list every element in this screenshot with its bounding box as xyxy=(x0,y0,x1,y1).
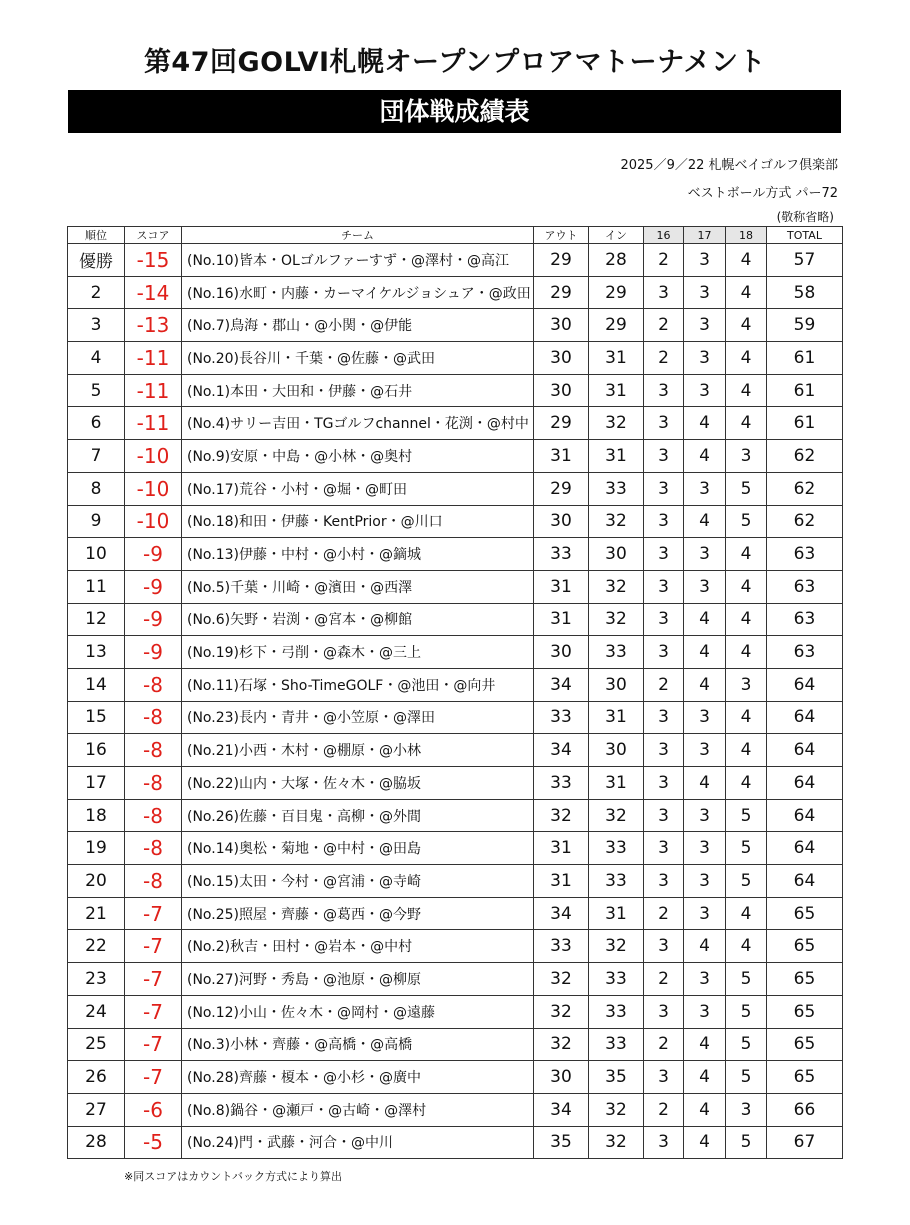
cell-hole17: 3 xyxy=(684,832,726,865)
cell-hole16: 3 xyxy=(644,767,684,800)
cell-in: 32 xyxy=(589,570,644,603)
cell-rank: 18 xyxy=(68,799,125,832)
cell-score: -10 xyxy=(125,440,182,473)
cell-hole17: 4 xyxy=(684,636,726,669)
cell-out: 30 xyxy=(534,374,589,407)
cell-total: 57 xyxy=(767,244,843,277)
cell-hole16: 3 xyxy=(644,865,684,898)
cell-total: 64 xyxy=(767,832,843,865)
cell-rank: 7 xyxy=(68,440,125,473)
cell-hole17: 3 xyxy=(684,244,726,277)
cell-hole16: 3 xyxy=(644,701,684,734)
cell-hole17: 3 xyxy=(684,538,726,571)
cell-rank: 26 xyxy=(68,1061,125,1094)
table-row xyxy=(68,472,843,505)
col-header-hole16: 16 xyxy=(644,227,684,244)
cell-team: (No.19)杉下・弓削・@森木・@三上 xyxy=(182,636,534,669)
cell-in: 33 xyxy=(589,832,644,865)
cell-total: 62 xyxy=(767,472,843,505)
cell-team: (No.21)小西・木村・@棚原・@小林 xyxy=(182,734,534,767)
cell-rank: 14 xyxy=(68,668,125,701)
cell-team: (No.11)石塚・Sho-TimeGOLF・@池田・@向井 xyxy=(182,668,534,701)
footnote: ※同スコアはカウントバック方式により算出 xyxy=(124,1170,342,1183)
cell-score: -11 xyxy=(125,374,182,407)
cell-total: 64 xyxy=(767,701,843,734)
cell-score: -9 xyxy=(125,636,182,669)
table-row xyxy=(68,1061,843,1094)
results-body xyxy=(68,244,843,1159)
cell-out: 34 xyxy=(534,1093,589,1126)
cell-team: (No.8)鍋谷・@瀬戸・@古崎・@澤村 xyxy=(182,1093,534,1126)
competition-format: ベストボール方式 パー72 xyxy=(687,186,838,201)
cell-rank: 23 xyxy=(68,963,125,996)
table-row xyxy=(68,930,843,963)
table-row xyxy=(68,636,843,669)
col-header-in: イン xyxy=(589,227,644,244)
table-row xyxy=(68,538,843,571)
cell-out: 31 xyxy=(534,865,589,898)
cell-rank: 16 xyxy=(68,734,125,767)
cell-hole16: 2 xyxy=(644,1028,684,1061)
cell-hole16: 3 xyxy=(644,1126,684,1159)
cell-hole17: 4 xyxy=(684,407,726,440)
cell-total: 63 xyxy=(767,538,843,571)
cell-hole16: 2 xyxy=(644,309,684,342)
cell-score: -7 xyxy=(125,1028,182,1061)
table-row xyxy=(68,668,843,701)
cell-in: 32 xyxy=(589,603,644,636)
honorific-note: (敬称省略) xyxy=(776,210,834,224)
cell-hole16: 3 xyxy=(644,1061,684,1094)
cell-total: 63 xyxy=(767,603,843,636)
cell-hole18: 5 xyxy=(726,995,767,1028)
cell-hole18: 5 xyxy=(726,505,767,538)
cell-in: 35 xyxy=(589,1061,644,1094)
subtitle-banner: 団体戦成績表 xyxy=(68,90,841,133)
cell-rank: 24 xyxy=(68,995,125,1028)
col-header-total: TOTAL xyxy=(767,227,843,244)
cell-in: 30 xyxy=(589,734,644,767)
cell-hole16: 3 xyxy=(644,505,684,538)
cell-hole16: 3 xyxy=(644,440,684,473)
page-title: 第47回GOLVI札幌オープンプロアマトーナメント xyxy=(143,47,767,78)
cell-total: 61 xyxy=(767,407,843,440)
cell-hole17: 4 xyxy=(684,767,726,800)
cell-team: (No.1)本田・大田和・伊藤・@石井 xyxy=(182,374,534,407)
cell-team: (No.9)安原・中島・@小林・@奥村 xyxy=(182,440,534,473)
cell-hole17: 4 xyxy=(684,1126,726,1159)
cell-rank: 10 xyxy=(68,538,125,571)
cell-out: 34 xyxy=(534,668,589,701)
cell-score: -10 xyxy=(125,505,182,538)
cell-score: -9 xyxy=(125,603,182,636)
cell-rank: 27 xyxy=(68,1093,125,1126)
cell-rank: 13 xyxy=(68,636,125,669)
cell-out: 31 xyxy=(534,603,589,636)
cell-rank: 優勝 xyxy=(68,244,125,277)
cell-in: 32 xyxy=(589,1093,644,1126)
cell-score: -8 xyxy=(125,799,182,832)
cell-score: -7 xyxy=(125,963,182,996)
cell-score: -11 xyxy=(125,407,182,440)
table-row xyxy=(68,963,843,996)
cell-out: 29 xyxy=(534,472,589,505)
cell-hole18: 4 xyxy=(726,407,767,440)
cell-team: (No.16)水町・内藤・カーマイケルジョシュア・@政田 xyxy=(182,276,534,309)
cell-hole16: 3 xyxy=(644,995,684,1028)
cell-team: (No.20)長谷川・千葉・@佐藤・@武田 xyxy=(182,342,534,375)
cell-hole18: 4 xyxy=(726,538,767,571)
table-row xyxy=(68,701,843,734)
cell-team: (No.28)齊藤・榎本・@小杉・@廣中 xyxy=(182,1061,534,1094)
cell-hole17: 4 xyxy=(684,668,726,701)
cell-total: 58 xyxy=(767,276,843,309)
cell-in: 31 xyxy=(589,701,644,734)
cell-hole16: 3 xyxy=(644,832,684,865)
cell-score: -8 xyxy=(125,832,182,865)
cell-hole16: 3 xyxy=(644,636,684,669)
cell-total: 65 xyxy=(767,897,843,930)
cell-team: (No.10)皆本・OLゴルファーすず・@澤村・@高江 xyxy=(182,244,534,277)
cell-total: 64 xyxy=(767,668,843,701)
cell-score: -11 xyxy=(125,342,182,375)
table-row xyxy=(68,865,843,898)
cell-out: 32 xyxy=(534,995,589,1028)
cell-out: 33 xyxy=(534,701,589,734)
col-header-team: チーム xyxy=(182,227,534,244)
cell-score: -8 xyxy=(125,701,182,734)
table-row xyxy=(68,309,843,342)
cell-score: -9 xyxy=(125,570,182,603)
cell-in: 32 xyxy=(589,1126,644,1159)
cell-team: (No.14)奥松・菊地・@中村・@田島 xyxy=(182,832,534,865)
cell-out: 31 xyxy=(534,570,589,603)
cell-total: 63 xyxy=(767,570,843,603)
cell-total: 66 xyxy=(767,1093,843,1126)
cell-hole18: 4 xyxy=(726,374,767,407)
cell-team: (No.5)千葉・川崎・@濱田・@西澤 xyxy=(182,570,534,603)
table-row xyxy=(68,603,843,636)
cell-hole17: 3 xyxy=(684,897,726,930)
table-row xyxy=(68,799,843,832)
cell-hole18: 4 xyxy=(726,897,767,930)
cell-team: (No.7)鳥海・郡山・@小関・@伊能 xyxy=(182,309,534,342)
cell-hole18: 4 xyxy=(726,767,767,800)
cell-hole17: 3 xyxy=(684,701,726,734)
cell-score: -6 xyxy=(125,1093,182,1126)
cell-in: 33 xyxy=(589,1028,644,1061)
cell-in: 31 xyxy=(589,342,644,375)
cell-hole18: 5 xyxy=(726,799,767,832)
cell-hole16: 2 xyxy=(644,897,684,930)
cell-score: -7 xyxy=(125,897,182,930)
date-venue: 2025／9／22 札幌ベイゴルフ倶楽部 xyxy=(620,158,838,173)
cell-team: (No.6)矢野・岩渕・@宮本・@柳館 xyxy=(182,603,534,636)
cell-in: 32 xyxy=(589,930,644,963)
cell-rank: 15 xyxy=(68,701,125,734)
cell-hole17: 4 xyxy=(684,930,726,963)
cell-out: 32 xyxy=(534,799,589,832)
cell-hole18: 5 xyxy=(726,1126,767,1159)
table-row xyxy=(68,995,843,1028)
cell-out: 32 xyxy=(534,963,589,996)
col-header-out: アウト xyxy=(534,227,589,244)
cell-hole17: 3 xyxy=(684,472,726,505)
cell-hole17: 4 xyxy=(684,1093,726,1126)
cell-team: (No.26)佐藤・百目鬼・高柳・@外間 xyxy=(182,799,534,832)
cell-total: 62 xyxy=(767,505,843,538)
cell-in: 33 xyxy=(589,995,644,1028)
cell-total: 64 xyxy=(767,865,843,898)
cell-hole18: 5 xyxy=(726,1028,767,1061)
cell-hole18: 4 xyxy=(726,276,767,309)
cell-in: 28 xyxy=(589,244,644,277)
cell-score: -10 xyxy=(125,472,182,505)
cell-out: 30 xyxy=(534,505,589,538)
cell-score: -14 xyxy=(125,276,182,309)
cell-score: -8 xyxy=(125,734,182,767)
cell-rank: 17 xyxy=(68,767,125,800)
cell-hole16: 2 xyxy=(644,668,684,701)
cell-rank: 19 xyxy=(68,832,125,865)
cell-total: 64 xyxy=(767,799,843,832)
cell-total: 65 xyxy=(767,995,843,1028)
cell-out: 34 xyxy=(534,897,589,930)
cell-out: 32 xyxy=(534,1028,589,1061)
cell-total: 64 xyxy=(767,734,843,767)
cell-team: (No.13)伊藤・中村・@小村・@鏑城 xyxy=(182,538,534,571)
table-row xyxy=(68,440,843,473)
cell-hole17: 3 xyxy=(684,276,726,309)
cell-hole18: 5 xyxy=(726,865,767,898)
cell-out: 30 xyxy=(534,309,589,342)
cell-hole18: 5 xyxy=(726,963,767,996)
cell-rank: 3 xyxy=(68,309,125,342)
cell-hole18: 3 xyxy=(726,440,767,473)
cell-hole16: 3 xyxy=(644,374,684,407)
cell-rank: 6 xyxy=(68,407,125,440)
cell-rank: 8 xyxy=(68,472,125,505)
cell-in: 29 xyxy=(589,309,644,342)
cell-hole18: 4 xyxy=(726,570,767,603)
cell-hole18: 4 xyxy=(726,603,767,636)
cell-team: (No.24)門・武藤・河合・@中川 xyxy=(182,1126,534,1159)
cell-hole18: 5 xyxy=(726,472,767,505)
cell-total: 65 xyxy=(767,963,843,996)
col-header-hole17: 17 xyxy=(684,227,726,244)
cell-out: 30 xyxy=(534,636,589,669)
table-row xyxy=(68,897,843,930)
cell-score: -5 xyxy=(125,1126,182,1159)
cell-hole16: 3 xyxy=(644,930,684,963)
cell-score: -7 xyxy=(125,1061,182,1094)
cell-in: 31 xyxy=(589,374,644,407)
cell-hole17: 3 xyxy=(684,995,726,1028)
cell-total: 63 xyxy=(767,636,843,669)
cell-team: (No.15)太田・今村・@宮浦・@寺崎 xyxy=(182,865,534,898)
cell-hole16: 2 xyxy=(644,244,684,277)
cell-total: 62 xyxy=(767,440,843,473)
cell-total: 67 xyxy=(767,1126,843,1159)
cell-hole16: 3 xyxy=(644,538,684,571)
cell-hole18: 4 xyxy=(726,342,767,375)
cell-in: 30 xyxy=(589,538,644,571)
table-row xyxy=(68,832,843,865)
cell-rank: 4 xyxy=(68,342,125,375)
cell-in: 31 xyxy=(589,440,644,473)
cell-hole16: 3 xyxy=(644,799,684,832)
cell-score: -8 xyxy=(125,865,182,898)
cell-rank: 5 xyxy=(68,374,125,407)
cell-hole17: 3 xyxy=(684,309,726,342)
cell-total: 59 xyxy=(767,309,843,342)
table-row xyxy=(68,374,843,407)
cell-total: 65 xyxy=(767,1028,843,1061)
cell-rank: 20 xyxy=(68,865,125,898)
cell-total: 61 xyxy=(767,374,843,407)
cell-out: 29 xyxy=(534,407,589,440)
cell-hole16: 3 xyxy=(644,472,684,505)
cell-in: 31 xyxy=(589,767,644,800)
cell-in: 32 xyxy=(589,407,644,440)
table-header-row xyxy=(68,227,843,244)
results-table xyxy=(67,226,843,1159)
cell-in: 32 xyxy=(589,505,644,538)
cell-in: 30 xyxy=(589,668,644,701)
cell-hole16: 2 xyxy=(644,1093,684,1126)
cell-hole16: 2 xyxy=(644,963,684,996)
cell-hole17: 3 xyxy=(684,963,726,996)
cell-in: 32 xyxy=(589,799,644,832)
col-header-hole18: 18 xyxy=(726,227,767,244)
cell-hole16: 3 xyxy=(644,570,684,603)
table-row xyxy=(68,276,843,309)
cell-hole17: 3 xyxy=(684,570,726,603)
cell-in: 29 xyxy=(589,276,644,309)
cell-out: 33 xyxy=(534,930,589,963)
cell-out: 33 xyxy=(534,538,589,571)
cell-out: 30 xyxy=(534,1061,589,1094)
cell-hole17: 3 xyxy=(684,342,726,375)
cell-score: -9 xyxy=(125,538,182,571)
cell-hole16: 3 xyxy=(644,407,684,440)
cell-hole17: 4 xyxy=(684,1061,726,1094)
cell-hole18: 4 xyxy=(726,734,767,767)
cell-in: 33 xyxy=(589,963,644,996)
cell-out: 31 xyxy=(534,440,589,473)
cell-hole18: 4 xyxy=(726,309,767,342)
table-row xyxy=(68,505,843,538)
cell-total: 61 xyxy=(767,342,843,375)
cell-total: 65 xyxy=(767,1061,843,1094)
cell-team: (No.27)河野・秀島・@池原・@柳原 xyxy=(182,963,534,996)
cell-hole18: 4 xyxy=(726,636,767,669)
cell-rank: 28 xyxy=(68,1126,125,1159)
table-row xyxy=(68,767,843,800)
cell-hole16: 2 xyxy=(644,342,684,375)
cell-hole17: 3 xyxy=(684,865,726,898)
cell-hole16: 3 xyxy=(644,603,684,636)
cell-out: 29 xyxy=(534,276,589,309)
table-row xyxy=(68,734,843,767)
cell-team: (No.2)秋吉・田村・@岩本・@中村 xyxy=(182,930,534,963)
cell-out: 31 xyxy=(534,832,589,865)
cell-hole16: 3 xyxy=(644,276,684,309)
cell-rank: 12 xyxy=(68,603,125,636)
cell-hole18: 3 xyxy=(726,1093,767,1126)
cell-hole18: 4 xyxy=(726,701,767,734)
cell-in: 33 xyxy=(589,636,644,669)
cell-score: -7 xyxy=(125,995,182,1028)
cell-hole17: 4 xyxy=(684,440,726,473)
cell-hole17: 3 xyxy=(684,734,726,767)
cell-rank: 21 xyxy=(68,897,125,930)
cell-hole18: 4 xyxy=(726,244,767,277)
cell-team: (No.12)小山・佐々木・@岡村・@遠藤 xyxy=(182,995,534,1028)
cell-team: (No.18)和田・伊藤・KentPrior・@川口 xyxy=(182,505,534,538)
table-row xyxy=(68,1028,843,1061)
cell-score: -13 xyxy=(125,309,182,342)
cell-out: 34 xyxy=(534,734,589,767)
table-row xyxy=(68,244,843,277)
cell-hole17: 4 xyxy=(684,603,726,636)
cell-hole18: 3 xyxy=(726,668,767,701)
table-row xyxy=(68,1126,843,1159)
cell-in: 33 xyxy=(589,472,644,505)
cell-hole17: 3 xyxy=(684,799,726,832)
cell-score: -8 xyxy=(125,668,182,701)
cell-score: -7 xyxy=(125,930,182,963)
cell-team: (No.22)山内・大塚・佐々木・@脇坂 xyxy=(182,767,534,800)
table-row xyxy=(68,570,843,603)
cell-rank: 22 xyxy=(68,930,125,963)
col-header-rank: 順位 xyxy=(68,227,125,244)
cell-rank: 2 xyxy=(68,276,125,309)
table-row xyxy=(68,342,843,375)
cell-rank: 11 xyxy=(68,570,125,603)
cell-score: -15 xyxy=(125,244,182,277)
col-header-score: スコア xyxy=(125,227,182,244)
cell-team: (No.23)長内・青井・@小笠原・@澤田 xyxy=(182,701,534,734)
cell-total: 65 xyxy=(767,930,843,963)
cell-out: 30 xyxy=(534,342,589,375)
cell-hole18: 5 xyxy=(726,832,767,865)
cell-rank: 9 xyxy=(68,505,125,538)
cell-total: 64 xyxy=(767,767,843,800)
cell-out: 35 xyxy=(534,1126,589,1159)
cell-score: -8 xyxy=(125,767,182,800)
cell-out: 33 xyxy=(534,767,589,800)
table-row xyxy=(68,1093,843,1126)
cell-out: 29 xyxy=(534,244,589,277)
cell-team: (No.4)サリー吉田・TGゴルフchannel・花渕・@村中 xyxy=(182,407,534,440)
table-row xyxy=(68,407,843,440)
cell-hole17: 3 xyxy=(684,374,726,407)
cell-hole18: 4 xyxy=(726,930,767,963)
cell-hole17: 4 xyxy=(684,1028,726,1061)
cell-hole17: 4 xyxy=(684,505,726,538)
cell-rank: 25 xyxy=(68,1028,125,1061)
cell-hole16: 3 xyxy=(644,734,684,767)
cell-hole18: 5 xyxy=(726,1061,767,1094)
cell-team: (No.25)照屋・齊藤・@葛西・@今野 xyxy=(182,897,534,930)
cell-team: (No.3)小林・齊藤・@高橋・@高橋 xyxy=(182,1028,534,1061)
cell-in: 31 xyxy=(589,897,644,930)
cell-in: 33 xyxy=(589,865,644,898)
cell-team: (No.17)荒谷・小村・@堀・@町田 xyxy=(182,472,534,505)
